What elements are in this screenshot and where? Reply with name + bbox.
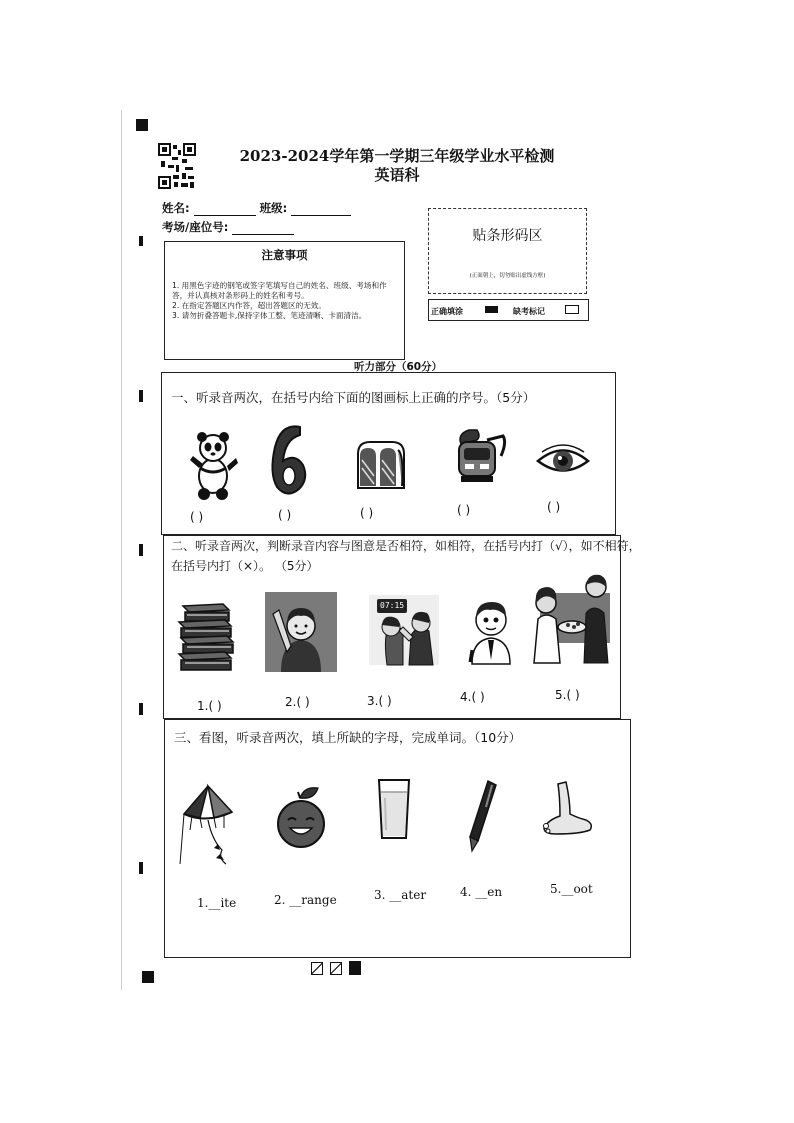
name-label: 姓名: [162, 201, 190, 215]
judge-paren-2[interactable]: 2.( ) [285, 695, 310, 709]
note-item: 3. 请勿折叠答题卡,保持字体工整、笔迹清晰、卡面清洁。 [172, 311, 367, 320]
timing-mark [139, 236, 143, 246]
notes-list [165, 263, 404, 321]
judge-paren-3[interactable]: 3.( ) [367, 694, 392, 708]
sharing-food-icon [532, 573, 612, 663]
foot-icon [540, 780, 596, 840]
section-2-instruction-line1: 二、听录音两次，判断录音内容与图意是否相符，如相符，在括号内打（√），如不相符， [171, 539, 641, 553]
page-box-1 [311, 962, 323, 975]
corner-mark-top-left [136, 119, 148, 131]
notes-box [164, 241, 405, 360]
timing-mark [139, 544, 143, 556]
correct-fill-sample [485, 306, 498, 313]
word-blank-5[interactable]: 5.__oot [550, 882, 593, 896]
judge-paren-1[interactable]: 1.( ) [197, 699, 222, 713]
girl-waving-icon [265, 592, 337, 672]
number-six-icon [267, 421, 309, 497]
class-field[interactable] [291, 203, 351, 216]
timing-mark [139, 862, 143, 874]
exam-subject: 英语科 [374, 166, 420, 184]
timing-mark [139, 390, 143, 402]
absent-checkbox[interactable] [565, 305, 579, 314]
boy-icon [466, 596, 516, 664]
bread-icon [354, 436, 408, 490]
orange-icon [274, 784, 328, 848]
answer-paren-5[interactable]: ( ) [547, 500, 561, 514]
left-edge-line [121, 110, 122, 990]
barcode-title: 贴条形码区 [472, 228, 543, 244]
page-box-2 [330, 962, 342, 975]
answer-paren-4[interactable]: ( ) [457, 503, 471, 517]
barcode-note: (正面朝上，切勿贴出虚线方框) [469, 273, 546, 279]
answer-paren-1[interactable]: ( ) [190, 510, 204, 524]
absent-label: 缺考标记 [513, 307, 545, 316]
seat-field[interactable] [232, 222, 294, 235]
word-blank-1[interactable]: 1.__ite [197, 896, 237, 910]
judge-paren-4[interactable]: 4.( ) [460, 690, 485, 704]
section-3-instruction: 三、看图，听录音两次，填上所缺的字母，完成单词。（10分） [174, 730, 522, 745]
toy-car-icon [451, 426, 509, 486]
name-field[interactable] [194, 203, 256, 216]
seat-row [162, 219, 294, 235]
word-blank-4[interactable]: 4. __en [460, 885, 503, 899]
section-1-instruction: 一、听录音两次，在括号内给下面的图画标上正确的序号。（5分） [171, 390, 536, 405]
page-box-3 [349, 961, 361, 975]
pen-icon [466, 779, 500, 853]
books-icon [177, 602, 235, 672]
glass-of-water-icon [376, 778, 412, 840]
answer-paren-3[interactable]: ( ) [360, 506, 374, 520]
section-2-instruction-line2: 在括号内打（×）。 （5分） [171, 559, 319, 573]
note-item: 1. 用黑色字迹的钢笔或签字笔填写自己的姓名、班级、考场和作答，并认真核对条形码上的姓名和考号。 [172, 281, 387, 300]
panda-icon [188, 428, 238, 502]
seat-label: 考场/座位号: [162, 220, 229, 234]
word-blank-3[interactable]: 3. __ater [374, 888, 427, 902]
exam-title: 2023-2024学年第一学期三年级学业水平检测 [239, 147, 555, 165]
name-class-row [162, 200, 351, 216]
note-item: 2. 在指定答题区内作答，超出答题区的无效。 [172, 301, 326, 310]
fill-marks-row [428, 299, 589, 321]
judge-paren-5[interactable]: 5.( ) [555, 688, 580, 702]
listening-label: 听力部分（60分） [354, 361, 443, 373]
correct-fill-label: 正确填涂 [431, 307, 463, 316]
word-blank-2[interactable]: 2. __range [274, 893, 337, 907]
class-label: 班级: [259, 201, 288, 215]
eye-icon [534, 444, 592, 478]
kite-icon [178, 784, 238, 866]
barcode-area [428, 208, 587, 294]
timing-mark [139, 703, 143, 715]
clock-time-display: 07:15 [380, 601, 405, 610]
corner-mark-bottom-left [142, 971, 154, 983]
answer-paren-2[interactable]: ( ) [278, 508, 292, 522]
notes-title: 注意事项 [261, 248, 308, 262]
